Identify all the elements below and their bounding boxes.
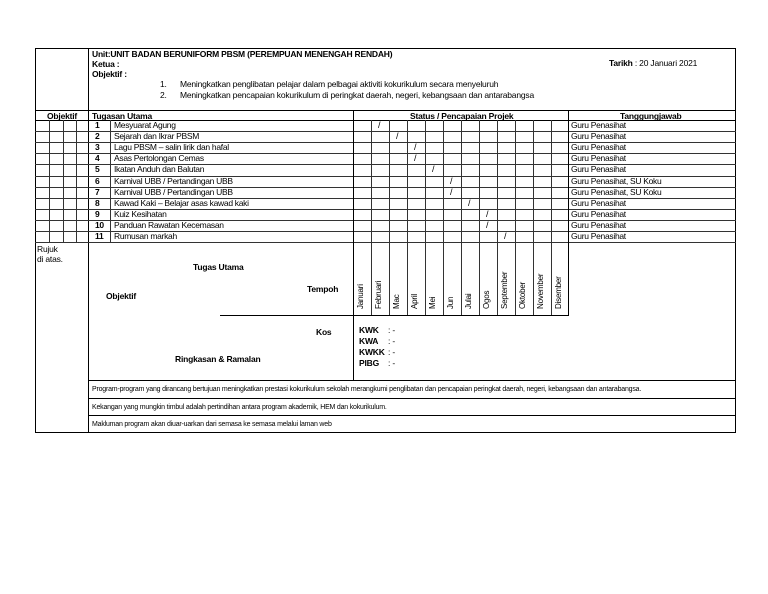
- progress-mark: /: [450, 175, 453, 186]
- task-responsible: Guru Penasihat: [571, 142, 626, 153]
- month-col-line: [551, 120, 552, 243]
- month-label: April: [410, 293, 419, 309]
- month-col-line: [461, 243, 462, 315]
- task-number: 8: [95, 197, 100, 208]
- progress-mark: /: [450, 186, 453, 197]
- month-label: Oktober: [518, 281, 527, 309]
- task-name: Rumusan markah: [114, 231, 177, 241]
- month-col-line: [533, 243, 534, 315]
- month-col-line: [551, 243, 552, 315]
- note-divider-1: [88, 398, 736, 399]
- objective-2-number: 2.: [160, 90, 167, 100]
- cost-value: : -: [388, 325, 395, 335]
- legend-diagonal-line: [220, 315, 353, 316]
- progress-mark: /: [414, 153, 417, 164]
- col-tanggungjawab: Tanggungjawab: [620, 111, 682, 121]
- month-label: Disember: [554, 276, 563, 309]
- task-number: 3: [95, 142, 100, 153]
- month-col-line: [515, 243, 516, 315]
- di-atas-label: di atas.: [37, 254, 63, 264]
- month-col-line: [371, 120, 372, 243]
- task-name: Kawad Kaki – Belajar asas kawad kaki: [114, 197, 249, 208]
- cost-label: KWK: [359, 325, 379, 335]
- obj-col-line-2: [63, 120, 64, 243]
- task-name: Lagu PBSM – salin lirik dan hafal: [114, 142, 229, 153]
- frame-right: [735, 48, 736, 433]
- task-name: Kuiz Kesihatan: [114, 208, 167, 219]
- progress-mark: /: [432, 164, 435, 175]
- task-name: Mesyuarat Agung: [114, 120, 176, 130]
- note-1: Program-program yang dirancang bertujuan meningkatkan prestasi kokurikulum sekolah merangkumi penglibatan dan pencapaian peringkat daerah, negeri, kebangsaan dan antarabangsa.: [92, 386, 642, 393]
- month-col-line: [461, 120, 462, 243]
- month-col-line: [515, 120, 516, 243]
- cost-label: KWA: [359, 336, 379, 346]
- task-name: Sejarah dan Ikrar PBSM: [114, 131, 200, 142]
- objektif-label: Objektif :: [92, 69, 127, 79]
- task-no-line: [110, 120, 111, 243]
- task-number: 1: [95, 120, 100, 130]
- unit-title: Unit:UNIT BADAN BERUNIFORM PBSM (PEREMPUAN MENENGAH RENDAH): [92, 49, 393, 59]
- legend-ringkasan: Ringkasan & Ramalan: [175, 354, 261, 364]
- status-right-line: [568, 110, 569, 316]
- progress-mark: /: [414, 142, 417, 153]
- task-number: 9: [95, 208, 100, 219]
- progress-mark: /: [396, 131, 399, 142]
- month-label: Julai: [464, 293, 473, 309]
- ketua-label: Ketua :: [92, 59, 120, 69]
- month-col-line: [479, 243, 480, 315]
- progress-mark: /: [378, 120, 381, 130]
- note-3: Makluman program akan diuar-uarkan dari semasa ke semasa melalui laman web: [92, 421, 332, 428]
- month-col-line: [425, 120, 426, 243]
- month-label: Mei: [428, 296, 437, 309]
- month-label: Mac: [392, 294, 401, 309]
- objective-1: Meningkatkan penglibatan pelajar dalam pelbagai aktiviti kokurikulum secara menyeluruh: [180, 79, 499, 89]
- status-left-line: [353, 110, 354, 381]
- legend-objektif: Objektif: [106, 291, 137, 301]
- month-label: Ogos: [482, 290, 491, 309]
- task-number: 6: [95, 175, 100, 186]
- progress-mark: /: [504, 231, 507, 241]
- task-responsible: Guru Penasihat: [571, 120, 626, 130]
- legend-bottom-line: [88, 380, 736, 381]
- task-name: Asas Pertolongan Cemas: [114, 153, 204, 164]
- cost-label: KWKK: [359, 347, 385, 357]
- month-col-line: [533, 120, 534, 243]
- task-number: 10: [95, 219, 104, 230]
- col-tugasan: Tugasan Utama: [92, 111, 153, 121]
- month-col-line: [497, 243, 498, 315]
- obj-col-line-3: [76, 120, 77, 243]
- date-line: [609, 58, 697, 68]
- month-label: Jun: [446, 296, 455, 309]
- month-label: November: [536, 273, 545, 309]
- rujuk-label: Rujuk: [37, 244, 58, 254]
- progress-mark: /: [486, 208, 489, 219]
- frame-bottom: [35, 432, 736, 433]
- objective-1-number: 1.: [160, 79, 167, 89]
- task-number: 11: [95, 231, 104, 241]
- date-value: : 20 Januari 2021: [634, 58, 698, 68]
- month-col-line: [425, 243, 426, 315]
- task-responsible: Guru Penasihat: [571, 219, 626, 230]
- frame-divider: [88, 48, 89, 433]
- cost-value: : -: [388, 358, 395, 368]
- month-col-line: [497, 120, 498, 243]
- col-status: Status / Pencapaian Projek: [410, 111, 514, 121]
- month-col-line: [407, 120, 408, 243]
- row-line: [35, 242, 736, 243]
- task-responsible: Guru Penasihat, SU Koku: [571, 186, 662, 197]
- obj-col-line-1: [49, 120, 50, 243]
- note-divider-2: [88, 415, 736, 416]
- month-col-line: [479, 120, 480, 243]
- task-name: Ikatan Anduh dan Balutan: [114, 164, 205, 175]
- month-col-line: [371, 243, 372, 315]
- task-responsible: Guru Penasihat: [571, 164, 626, 175]
- task-responsible: Guru Penasihat: [571, 131, 626, 142]
- month-label: Januari: [356, 284, 365, 309]
- task-name: Panduan Rawatan Kecemasan: [114, 219, 224, 230]
- objective-2: Meningkatkan pencapaian kokurikulum di peringkat daerah, negeri, kebangsaan dan antarabangsa: [180, 90, 534, 100]
- task-responsible: Guru Penasihat: [571, 231, 626, 241]
- month-col-line: [389, 120, 390, 243]
- task-number: 4: [95, 153, 100, 164]
- task-responsible: Guru Penasihat: [571, 197, 626, 208]
- task-responsible: Guru Penasihat, SU Koku: [571, 175, 662, 186]
- month-label: September: [500, 271, 509, 309]
- date-label: Tarikh: [609, 58, 633, 68]
- task-name: Karnival UBB / Pertandingan UBB: [114, 186, 233, 197]
- note-2: Kekangan yang mungkin timbul adalah pertindihan antara program akademik, HEM dan kokurikulum.: [92, 404, 387, 411]
- progress-mark: /: [468, 197, 471, 208]
- month-col-line: [389, 243, 390, 315]
- task-name: Karnival UBB / Pertandingan UBB: [114, 175, 233, 186]
- task-number: 2: [95, 131, 100, 142]
- month-label: Februari: [374, 280, 383, 309]
- task-responsible: Guru Penasihat: [571, 208, 626, 219]
- task-number: 5: [95, 164, 100, 175]
- col-objektif: Objektif: [47, 111, 78, 121]
- task-number: 7: [95, 186, 100, 197]
- legend-tugas-utama: Tugas Utama: [193, 262, 244, 272]
- month-bottom-line: [353, 315, 568, 316]
- frame-left: [35, 48, 36, 433]
- month-col-line: [407, 243, 408, 315]
- legend-tempoh: Tempoh: [307, 284, 339, 294]
- cost-label: PIBG: [359, 358, 379, 368]
- progress-mark: /: [486, 219, 489, 230]
- cost-value: : -: [388, 336, 395, 346]
- cost-value: : -: [388, 347, 395, 357]
- legend-kos: Kos: [316, 327, 332, 337]
- month-col-line: [443, 120, 444, 243]
- month-col-line: [443, 243, 444, 315]
- task-responsible: Guru Penasihat: [571, 153, 626, 164]
